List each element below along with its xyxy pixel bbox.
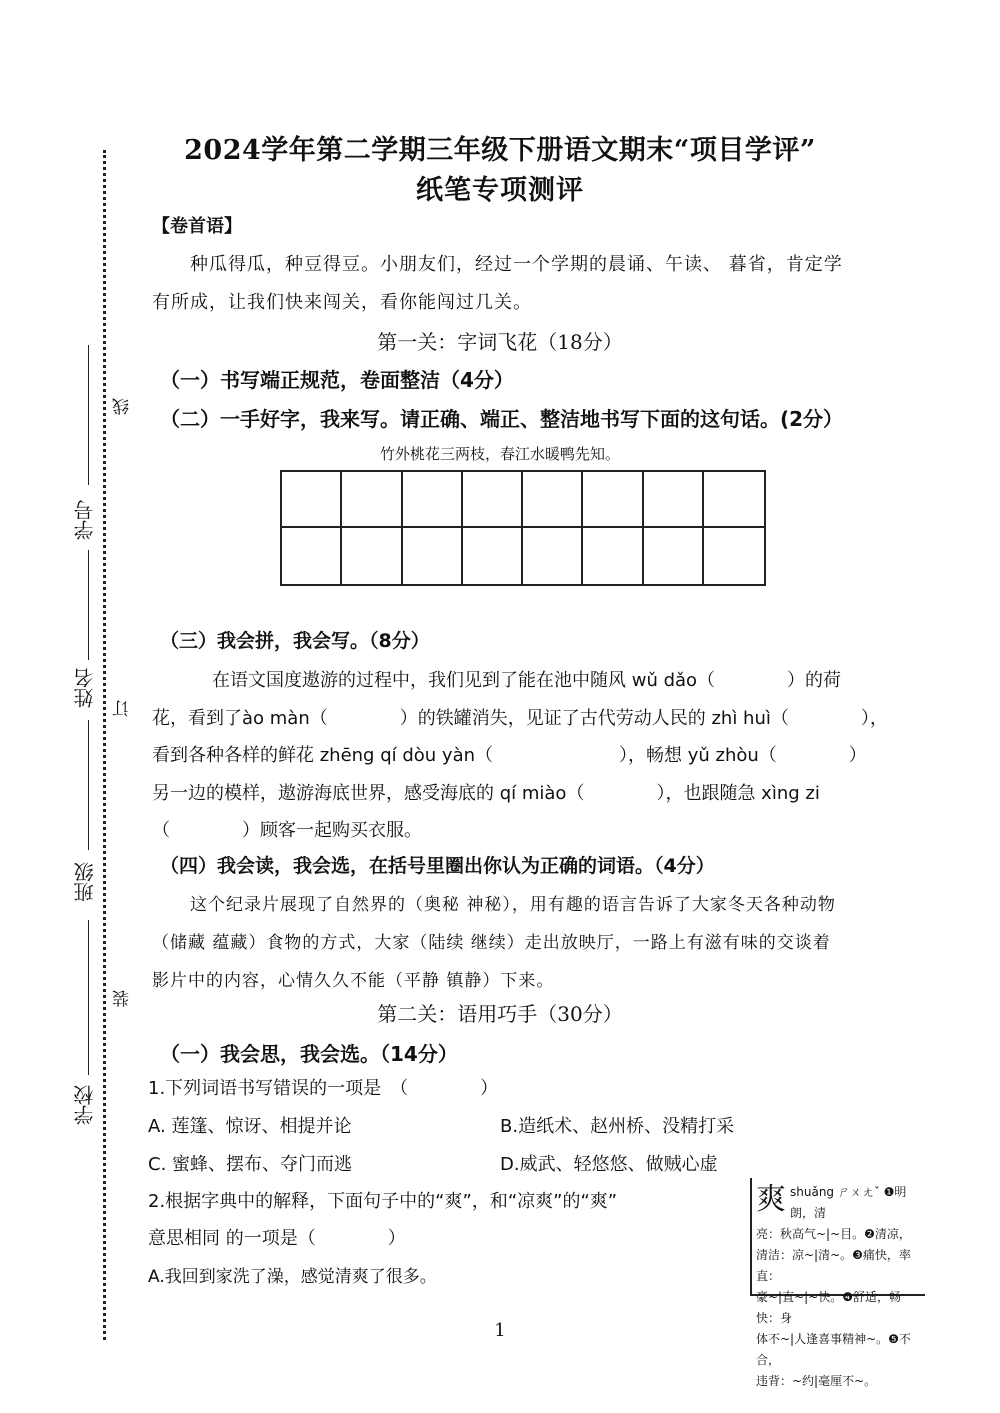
dict-line: 清洁：凉~|清~。❸痛快，率直： [756,1248,911,1283]
grid-cell[interactable] [282,528,342,584]
part2-sub1: （一）我会思，我会选。（14分） [160,1042,458,1066]
exam-title: 2024学年第二学期三年级下册语文期末“项目学评” [184,135,816,166]
q4-line-3: 影片中的内容，心情久久不能（平静 镇静）下来。 [152,971,555,991]
q1-option-b: B.造纸术、赵州桥、没精打采 [500,1116,735,1137]
class-label: 班级 [73,862,97,902]
grid-cell[interactable] [463,472,523,528]
school-label: 学校 [73,1085,97,1125]
q3-line-4: 另一边的模样，遨游海底世界，感受海底的 qí miào（ ），也跟随急 xìng zi [152,783,820,804]
preface-tag: 【卷首语】 [152,216,242,237]
grid-cell[interactable] [704,472,764,528]
grid-cell[interactable] [403,528,463,584]
grid-cell[interactable] [644,528,704,584]
q1-option-d: D.威武、轻悠悠、做贼心虚 [500,1154,718,1175]
grid-cell[interactable] [523,528,583,584]
poem-line: 竹外桃花三两枝，春江水暖鸭先知。 [379,445,620,463]
student-id-label: 学号 [73,500,97,540]
dictionary-character: 爽 [756,1182,786,1217]
part1-q1: （一）书写端正规范，卷面整洁（4分） [160,368,514,392]
student-id-line [88,345,89,485]
part1-q3: （三）我会拼，我会写。（8分） [160,630,430,652]
part2-q1: 1.下列词语书写错误的一项是 （ ） [148,1078,499,1099]
q3-line-5: （ ）顾客一起购买衣服。 [152,820,422,841]
part2-q2-line2: 意思相同 的一项是（ ） [148,1228,406,1249]
q3-line-3: 看到各种各样的鲜花 zhēng qí dòu yàn（ ），畅想 yǔ zhòu（ ） [152,745,867,766]
dict-line: shuǎng ㄕㄨㄤˇ ❶明朗，清 [790,1185,907,1220]
grid-cell[interactable] [523,472,583,528]
grid-cell[interactable] [342,528,402,584]
dictionary-entry-box [750,1178,925,1388]
grid-cell[interactable] [704,528,764,584]
part1-q2: （二）一手好字，我来写。请正确、端正、整洁地书写下面的这句话。(2分） [160,407,844,431]
q4-line-1: 这个纪录片展现了自然界的（奥秘 神秘），用有趣的语言告诉了大家冬天各种动物 [190,895,836,915]
grid-cell[interactable] [342,472,402,528]
dict-line: 亮：秋高气~|~目。❷清凉， [756,1227,911,1241]
q1-option-c: C. 蜜蜂、摆布、夺门而逃 [148,1154,353,1175]
name-line [88,550,89,660]
grid-cell[interactable] [644,472,704,528]
part2-q2-line1: 2.根据字典中的解释，下面句子中的“爽”，和“凉爽”的“爽” [148,1191,618,1212]
binding-ding-mark: 订 [110,700,135,717]
q1-option-a: A. 莲篷、惊讶、相提并论 [148,1116,352,1137]
binding-zhuang-mark: 装 [110,990,135,1007]
dict-line: 违背：~约|毫厘不~。 [756,1374,877,1388]
grid-cell[interactable] [583,528,643,584]
grid-cell[interactable] [403,472,463,528]
q3-line-2: 花，看到了ào màn（ ）的铁罐消失，见证了古代劳动人民的 zhì huì（ ）， [152,708,888,729]
q2-option-a: A.我回到家洗了澡，感觉清爽了很多。 [148,1267,437,1287]
class-line [88,720,89,850]
grid-cell[interactable] [463,528,523,584]
dict-line: 豪~|直~|~快。❹舒适，畅快：身 [756,1290,902,1325]
writing-grid[interactable] [280,470,766,586]
dict-line: 体不~|人逢喜事精神~。❺不合， [756,1332,911,1367]
q3-line-1: 在语文国度遨游的过程中，我们见到了能在池中随风 wǔ dǎo（ ）的荷 [212,670,842,691]
grid-cell[interactable] [583,472,643,528]
page-number: 1 [494,1320,506,1341]
preface-line-2: 有所成，让我们快来闯关，看你能闯过几关。 [152,292,532,313]
part1-q4: （四）我会读，我会选，在括号里圈出你认为正确的词语。（4分） [160,855,715,877]
exam-subtitle: 纸笔专项测评 [416,175,584,206]
part2-title: 第二关：语用巧手（30分） [377,1002,623,1026]
name-label: 姓名 [73,668,97,708]
part1-title: 第一关：字词飞花（18分） [377,330,623,354]
grid-cell[interactable] [282,472,342,528]
preface-line-1: 种瓜得瓜，种豆得豆。小朋友们，经过一个学期的晨诵、午读、 暮省，肯定学 [190,254,843,275]
q4-line-2: （储藏 蕴藏）食物的方式，大家（陆续 继续）走出放映厅，一路上有滋有味的交谈着 [152,933,831,953]
binding-line-mark: 线 [110,398,135,415]
